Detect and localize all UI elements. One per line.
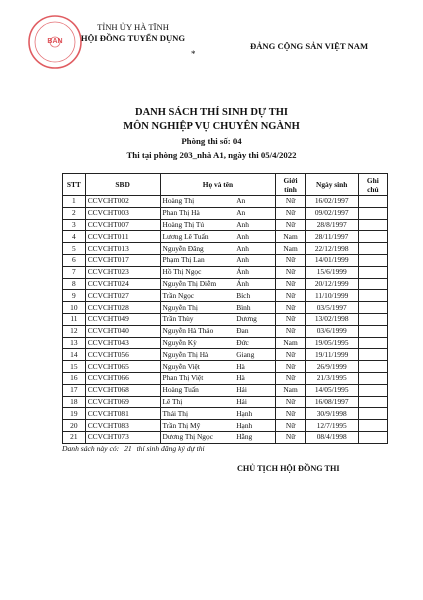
header-name: Họ và tên [160,174,276,196]
row-gender: Nữ [276,349,305,361]
row-note [358,302,387,314]
row-sbd: CCVCHT017 [85,254,160,266]
row-surname: Nguyễn Thị Hà [160,349,234,361]
row-dob: 14/05/1995 [305,384,358,396]
row-stt: 19 [63,408,86,420]
row-given-name: Bình [234,302,276,314]
row-gender: Nữ [276,219,305,231]
row-sbd: CCVCHT007 [85,219,160,231]
row-given-name: Đan [234,325,276,337]
table-row [63,431,388,443]
star-mark: * [191,49,196,59]
row-sbd: CCVCHT065 [85,361,160,373]
row-stt: 9 [63,290,86,302]
row-dob: 13/02/1998 [305,313,358,325]
row-gender: Nữ [276,325,305,337]
row-stt: 10 [63,302,86,314]
row-sbd: CCVCHT011 [85,231,160,243]
row-surname: Hồ Thị Ngọc [160,266,234,278]
table-row [63,325,388,337]
doc-title: DANH SÁCH THÍ SINH DỰ THI [135,107,288,118]
row-sbd: CCVCHT023 [85,266,160,278]
row-dob: 11/10/1999 [305,290,358,302]
table-row [63,302,388,314]
table-row [63,290,388,302]
row-stt: 2 [63,207,86,219]
row-gender: Nữ [276,420,305,432]
row-gender: Nữ [276,313,305,325]
org-line-2: HỘI ĐỒNG TUYỂN DỤNG [80,33,186,43]
row-note [358,349,387,361]
table-row [63,231,388,243]
row-given-name: Anh [234,219,276,231]
row-note [358,325,387,337]
exam-venue-date: Thi tại phòng 203_nhà A1, ngày thi 05/4/2022 [126,150,297,160]
row-stt: 3 [63,219,86,231]
row-gender: Nữ [276,290,305,302]
row-note [358,431,387,443]
row-given-name: Anh [234,243,276,255]
row-sbd: CCVCHT056 [85,349,160,361]
table-row [63,196,388,208]
row-given-name: Anh [234,254,276,266]
table-row [63,396,388,408]
row-sbd: CCVCHT066 [85,372,160,384]
header-dob: Ngày sinh [305,174,358,196]
row-surname: Phạm Thị Lan [160,254,234,266]
row-stt: 16 [63,372,86,384]
row-given-name: Hằng [234,431,276,443]
issuing-organization [48,22,218,59]
table-row [63,266,388,278]
candidate-table [62,173,388,444]
table-row [63,361,388,373]
row-gender: Nữ [276,408,305,420]
row-note [358,313,387,325]
count-note [62,444,205,453]
row-sbd: CCVCHT081 [85,408,160,420]
row-gender: Nữ [276,372,305,384]
row-given-name: Hải [234,384,276,396]
row-surname: Nguyễn Hà Thảo [160,325,234,337]
row-sbd: CCVCHT073 [85,431,160,443]
row-surname: Nguyễn Việt [160,361,234,373]
row-surname: Hoàng Tuấn [160,384,234,396]
table-row [63,384,388,396]
table-row [63,408,388,420]
row-dob: 12/7/1995 [305,420,358,432]
svg-text:BAN: BAN [47,38,63,45]
row-surname: Lê Thị [160,396,234,408]
row-gender: Nam [276,231,305,243]
row-given-name: Hải [234,396,276,408]
row-gender: Nữ [276,266,305,278]
row-stt: 18 [63,396,86,408]
row-gender: Nam [276,337,305,349]
row-stt: 14 [63,349,86,361]
row-surname: Hoàng Thị Tú [160,219,234,231]
table-header-row [63,174,388,196]
header-note: Ghi chú [358,174,387,196]
row-sbd: CCVCHT013 [85,243,160,255]
row-dob: 09/02/1997 [305,207,358,219]
table-row [63,372,388,384]
row-stt: 12 [63,325,86,337]
row-gender: Nữ [276,278,305,290]
row-note [358,290,387,302]
row-sbd: CCVCHT083 [85,420,160,432]
row-gender: Nam [276,243,305,255]
row-dob: 08/4/1998 [305,431,358,443]
row-sbd: CCVCHT028 [85,302,160,314]
row-given-name: Hạnh [234,420,276,432]
table-row [63,349,388,361]
org-line-1: TỈNH ỦY HÀ TĨNH [97,22,169,32]
table-row [63,254,388,266]
row-surname: Trần Ngọc [160,290,234,302]
row-surname: Trần Thùy [160,313,234,325]
row-given-name: Dương [234,313,276,325]
row-note [358,219,387,231]
row-dob: 20/12/1999 [305,278,358,290]
row-surname: Nguyễn Đăng [160,243,234,255]
row-surname: Phan Thị Hà [160,207,234,219]
row-sbd: CCVCHT040 [85,325,160,337]
table-row [63,313,388,325]
row-given-name: Bích [234,290,276,302]
row-given-name: An [234,196,276,208]
row-dob: 30/9/1998 [305,408,358,420]
row-stt: 7 [63,266,86,278]
row-dob: 14/01/1999 [305,254,358,266]
row-gender: Nữ [276,431,305,443]
row-gender: Nữ [276,396,305,408]
row-stt: 15 [63,361,86,373]
row-gender: Nữ [276,361,305,373]
row-note [358,396,387,408]
row-dob: 03/6/1999 [305,325,358,337]
row-sbd: CCVCHT043 [85,337,160,349]
row-stt: 5 [63,243,86,255]
row-given-name: Anh [234,231,276,243]
room-number: Phòng thi số: 04 [181,136,242,146]
row-sbd: CCVCHT069 [85,396,160,408]
row-dob: 15/6/1999 [305,266,358,278]
row-surname: Trần Thị Mỹ [160,420,234,432]
header-gender: Giới tính [276,174,305,196]
row-gender: Nữ [276,302,305,314]
row-surname: Hoàng Thị [160,196,234,208]
row-stt: 17 [63,384,86,396]
row-surname: Dương Thị Ngọc [160,431,234,443]
row-dob: 22/12/1998 [305,243,358,255]
row-dob: 26/9/1999 [305,361,358,373]
row-surname: Nguyễn Thị [160,302,234,314]
row-dob: 21/3/1995 [305,372,358,384]
count-note-prefix: Danh sách này có: [62,444,120,453]
row-stt: 8 [63,278,86,290]
row-stt: 6 [63,254,86,266]
table-row [63,243,388,255]
row-note [358,337,387,349]
row-gender: Nữ [276,254,305,266]
row-note [358,196,387,208]
row-sbd: CCVCHT049 [85,313,160,325]
row-sbd: CCVCHT024 [85,278,160,290]
row-given-name: Giang [234,349,276,361]
row-gender: Nữ [276,207,305,219]
row-stt: 1 [63,196,86,208]
row-surname: Lương Lê Tuấn [160,231,234,243]
row-dob: 28/8/1997 [305,219,358,231]
table-row [63,219,388,231]
row-sbd: CCVCHT068 [85,384,160,396]
row-note [358,207,387,219]
row-given-name: Hạnh [234,408,276,420]
signatory-title: CHỦ TỊCH HỘI ĐỒNG THI [237,464,340,473]
count-note-suffix: thí sinh đăng ký dự thi [136,444,205,453]
row-note [358,278,387,290]
row-given-name: Ánh [234,266,276,278]
row-dob: 16/08/1997 [305,396,358,408]
row-stt: 20 [63,420,86,432]
doc-subtitle: MÔN NGHIỆP VỤ CHUYÊN NGÀNH [123,121,300,132]
row-note [358,372,387,384]
row-sbd: CCVCHT027 [85,290,160,302]
row-note [358,266,387,278]
row-note [358,420,387,432]
row-note [358,361,387,373]
table-row [63,278,388,290]
row-surname: Thái Thị [160,408,234,420]
row-given-name: Hà [234,361,276,373]
row-given-name: Đức [234,337,276,349]
row-dob: 19/05/1995 [305,337,358,349]
header-sbd: SBD [85,174,160,196]
row-note [358,254,387,266]
row-note [358,243,387,255]
party-name: ĐẢNG CỘNG SẢN VIỆT NAM [250,41,369,51]
table-row [63,207,388,219]
candidate-count: 21 [124,444,132,453]
row-stt: 11 [63,313,86,325]
row-gender: Nam [276,384,305,396]
row-gender: Nữ [276,196,305,208]
row-given-name: Ánh [234,278,276,290]
row-stt: 13 [63,337,86,349]
row-dob: 19/11/1999 [305,349,358,361]
table-row [63,337,388,349]
row-surname: Nguyễn Thị Diễm [160,278,234,290]
table-row [63,420,388,432]
row-dob: 16/02/1997 [305,196,358,208]
row-dob: 28/11/1997 [305,231,358,243]
row-sbd: CCVCHT002 [85,196,160,208]
row-note [358,384,387,396]
header-stt: STT [63,174,86,196]
row-given-name: An [234,207,276,219]
row-surname: Nguyễn Kỳ [160,337,234,349]
row-note [358,231,387,243]
row-stt: 4 [63,231,86,243]
row-given-name: Hà [234,372,276,384]
row-stt: 21 [63,431,86,443]
row-sbd: CCVCHT003 [85,207,160,219]
row-note [358,408,387,420]
row-dob: 03/5/1997 [305,302,358,314]
row-surname: Phan Thị Việt [160,372,234,384]
